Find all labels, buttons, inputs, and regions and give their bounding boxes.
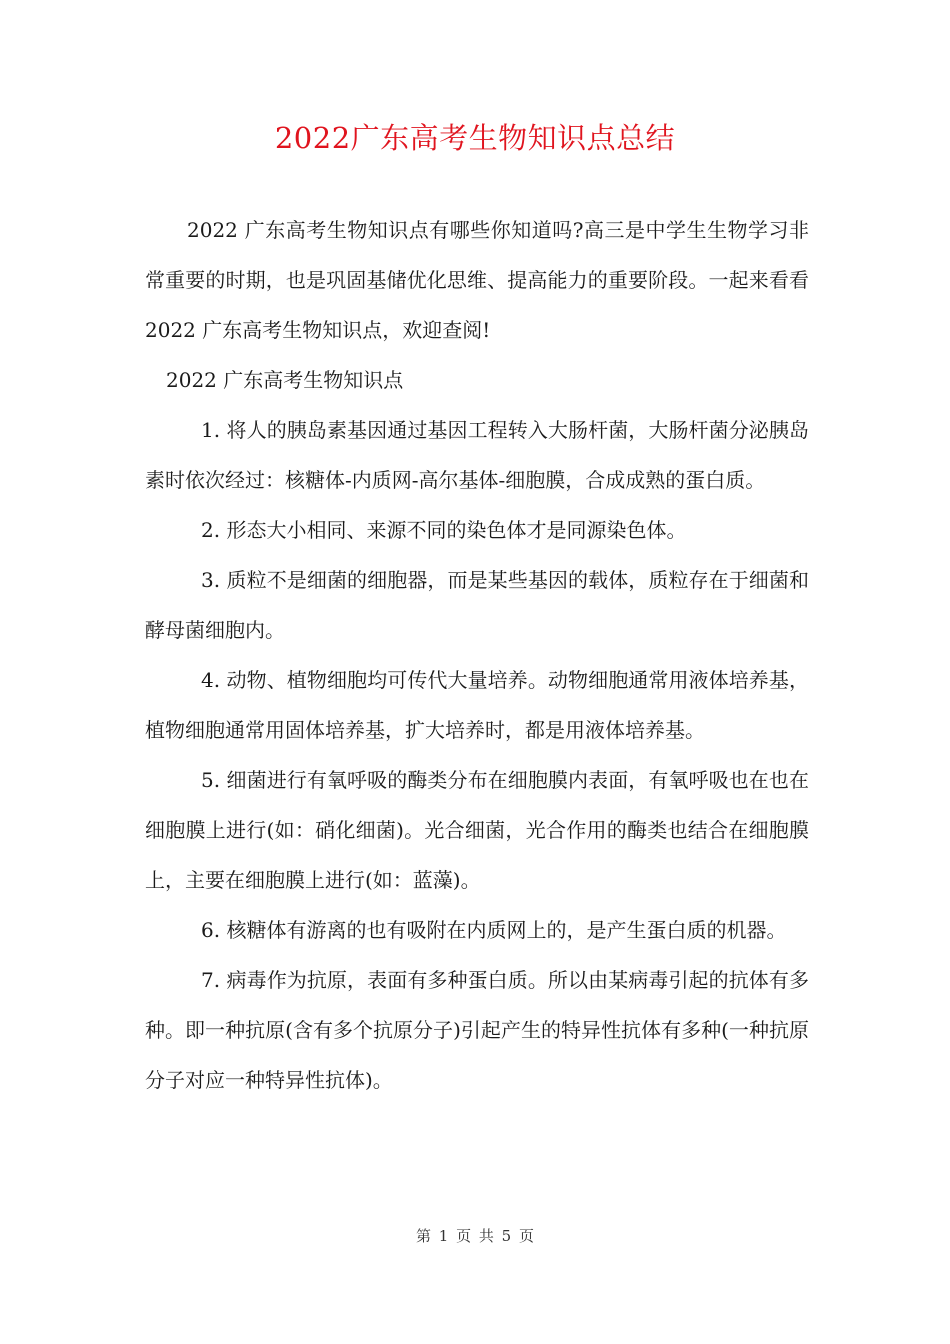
knowledge-point-2: 2. 形态大小相同、来源不同的染色体才是同源染色体。: [201, 518, 687, 542]
knowledge-point-3: 3. 质粒不是细菌的细胞器，而是某些基因的载体，质粒存在于细菌和酵母菌细胞内。: [145, 568, 809, 642]
knowledge-point-5: 5. 细菌进行有氧呼吸的酶类分布在细胞膜内表面，有氧呼吸也在也在细胞膜上进行(如：硝化细菌)。光合细菌，光合作用的酶类也结合在细胞膜上，主要在细胞膜上进行(如：蓝藻)。: [145, 768, 809, 892]
page-number-footer: 第 1 页 共 5 页: [416, 1227, 534, 1245]
document-body: [145, 205, 809, 1105]
knowledge-point-4: 4. 动物、植物细胞均可传代大量培养。动物细胞通常用液体培养基，植物细胞通常用固体培养基，扩大培养时，都是用液体培养基。: [145, 668, 809, 742]
document-title: 2022广东高考生物知识点总结: [274, 121, 676, 155]
intro-paragraph: 2022 广东高考生物知识点有哪些你知道吗?高三是中学生生物学习非常重要的时期，也是巩固基储优化思维、提高能力的重要阶段。一起来看看 2022 广东高考生物知识点，欢迎查阅!: [145, 218, 809, 342]
knowledge-point-7: 7. 病毒作为抗原，表面有多种蛋白质。所以由某病毒引起的抗体有多种。即一种抗原(含有多个抗原分子)引起产生的特异性抗体有多种(一种抗原分子对应一种特异性抗体)。: [145, 968, 809, 1092]
knowledge-point-6: 6. 核糖体有游离的也有吸附在内质网上的，是产生蛋白质的机器。: [201, 918, 787, 942]
knowledge-point-1: 1. 将人的胰岛素基因通过基因工程转入大肠杆菌，大肠杆菌分泌胰岛素时依次经过：核糖体-内质网-高尔基体-细胞膜，合成成熟的蛋白质。: [145, 418, 809, 492]
section-subheading: 2022 广东高考生物知识点: [166, 368, 404, 392]
